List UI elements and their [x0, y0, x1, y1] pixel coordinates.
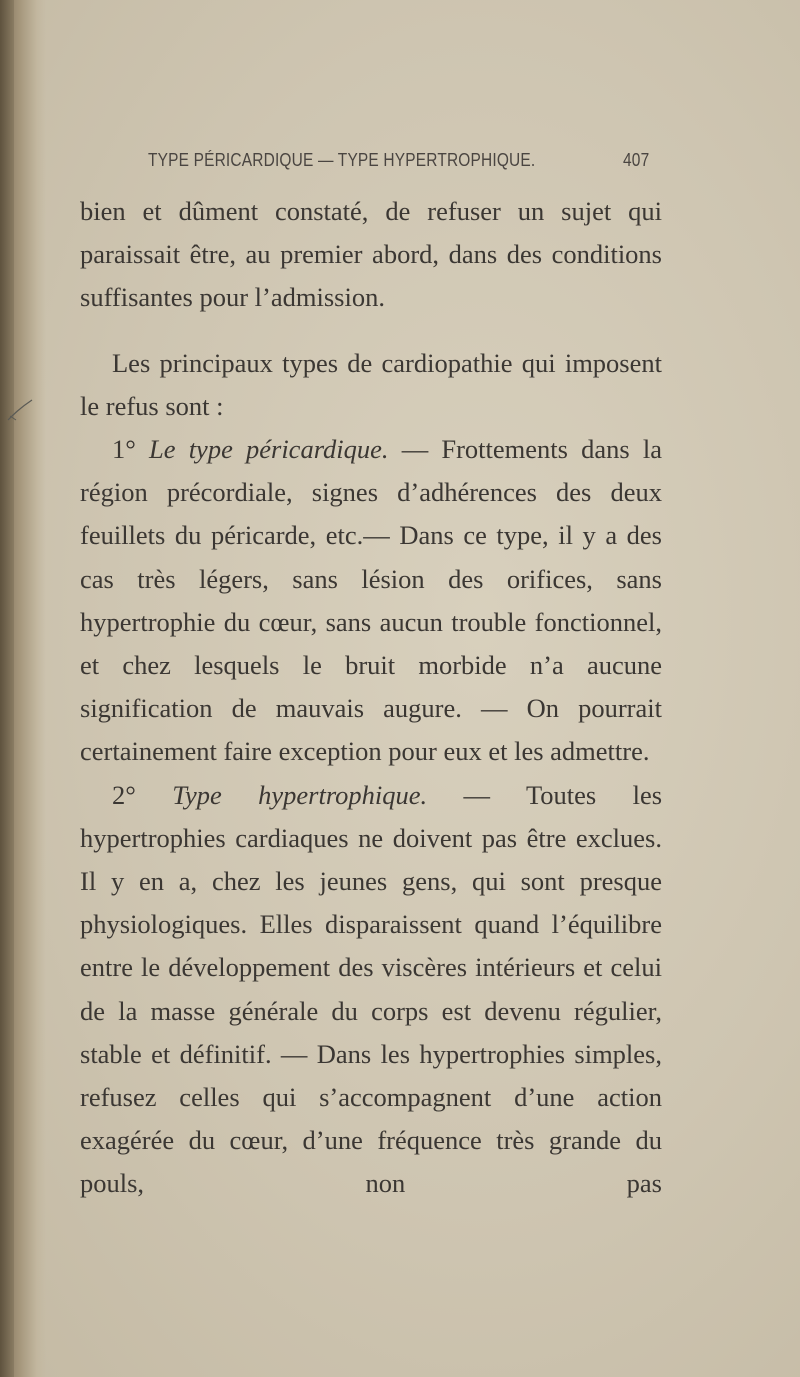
page-number: 407 — [623, 150, 650, 170]
body-text — [80, 190, 662, 1206]
paragraph-3-text: — Frottements dans la région précordiale, signes d’adhérences des deux feuillets du péricarde, etc.— Dans ce type, il y a des cas très légers, sans lésion des orifices, sans hypertrophie du cœur, sans aucun trouble fonctionnel, et chez lesquels le bruit morbide n’a aucune signification de mauvais augure. — On pourrait certainement faire exception pour eux et les admettre. — [80, 434, 662, 767]
paragraph-4-heading: Type hypertrophique. — [172, 779, 428, 810]
binding-edge — [0, 0, 14, 1377]
paragraph-4-text: — Toutes les hypertrophies cardiaques ne doivent pas être exclues. Il y en a, chez les jeunes gens, qui sont presque physiologiques. Elles disparaissent quand l’équilibre entre le développement des viscères intérieurs et celui de la masse générale du corps est devenu régulier, stable et définitif. — Dans les hypertrophies simples, refusez celles qui s’accompagnent d’une action exagérée du cœur, d’une fréquence très grande du pouls, non pas — [80, 779, 663, 1199]
running-title: TYPE PÉRICARDIQUE — TYPE HYPERTROPHIQUE. — [148, 150, 536, 170]
paragraph-1 — [80, 190, 662, 320]
paragraph-2 — [80, 342, 662, 428]
running-header — [148, 150, 650, 178]
paragraph-1-text: bien et dûment constaté, de refuser un sujet qui paraissait être, au premier abord, dans des conditions suffisantes pour l’admission. — [80, 196, 662, 313]
paragraph-4-number: 2° — [112, 779, 136, 810]
paragraph-4 — [80, 774, 662, 1206]
paragraph-3-number: 1° — [112, 434, 136, 465]
pencil-check-mark — [6, 396, 34, 424]
paragraph-2-text: Les principaux types de cardiopathie qui imposent le refus sont : — [80, 347, 662, 421]
paragraph-3 — [80, 428, 662, 774]
paragraph-3-heading: Le type péricardique. — [149, 434, 389, 465]
